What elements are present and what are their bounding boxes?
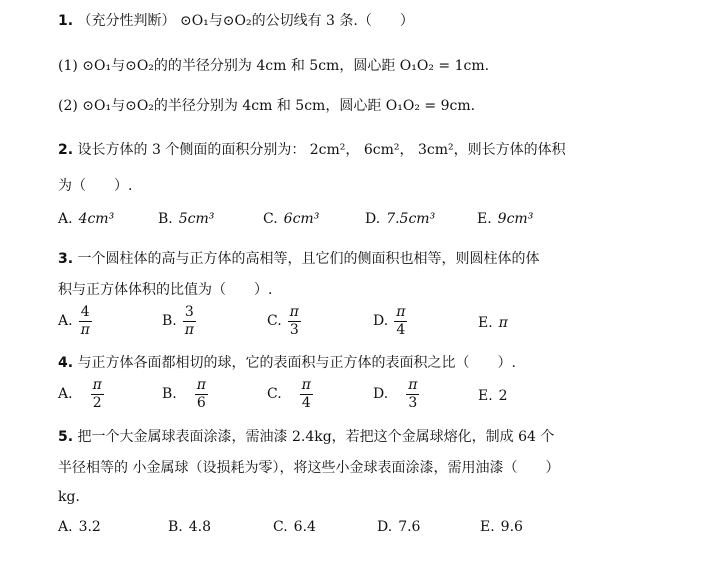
question-number: 4. xyxy=(58,355,74,371)
option-label: A. xyxy=(58,519,73,535)
question-number: 3. xyxy=(58,251,74,267)
question-text: 把一个大金属球表面涂漆，需油漆 2.4kg，若把这个金属球熔化，制成 64 个 xyxy=(77,429,555,445)
question-text-continued: 积与正方体体积的比值为（ ）. xyxy=(58,282,273,298)
question-text: 一个圆柱体的高与正方体的高相等，且它们的侧面积也相等，则圆柱体的体 xyxy=(77,251,540,267)
fraction: $\frac{\pi}{3}$ xyxy=(289,304,299,338)
fraction: $\frac{3}{\pi}$ xyxy=(184,304,194,338)
option-d xyxy=(365,211,435,227)
option-d xyxy=(377,519,420,535)
option-c xyxy=(273,519,316,535)
condition-1: (1) ⊙O₁与⊙O₂的的半径分别为 4cm 和 5cm，圆心距 O₁O₂ = 1cm. xyxy=(58,58,490,74)
question-text: 与正方体各面都相切的球，它的表面积与正方体的表面积之比（ ）. xyxy=(77,355,516,371)
option-label: D. xyxy=(373,386,389,403)
question-number: 1. xyxy=(58,13,74,29)
option-d xyxy=(373,378,419,410)
question-text-continued: kg. xyxy=(58,489,80,505)
option-label: E. xyxy=(478,388,493,404)
option-value: 7.6 xyxy=(398,519,421,535)
option-label: B. xyxy=(158,211,173,227)
option-label: B. xyxy=(162,386,177,403)
option-d xyxy=(373,305,407,337)
option-label: D. xyxy=(377,519,393,535)
question-5 xyxy=(58,426,554,446)
fraction: $\frac{\pi}{3}$ xyxy=(408,377,418,411)
question-number: 2. xyxy=(58,142,74,158)
question-number: 5. xyxy=(58,429,74,445)
fraction: $\frac{\pi}{2}$ xyxy=(92,377,102,411)
option-e xyxy=(477,211,533,227)
option-value: 4.8 xyxy=(188,519,212,535)
option-a xyxy=(58,519,101,535)
option-label: A. xyxy=(58,211,73,227)
option-label: D. xyxy=(365,211,381,227)
option-a xyxy=(58,211,114,227)
option-label: C. xyxy=(267,386,282,403)
question-4 xyxy=(58,352,516,372)
condition-2: (2) ⊙O₁与⊙O₂的半径分别为 4cm 和 5cm，圆心距 O₁O₂ = 9cm. xyxy=(58,98,476,114)
option-value: 5cm³ xyxy=(178,211,215,227)
question-1 xyxy=(58,10,414,30)
option-label: E. xyxy=(477,211,492,227)
option-c xyxy=(267,305,301,337)
question-text-continued: 半径相等的 小金属球（设损耗为零），将这些小金球表面涂漆，需用油漆（ ） xyxy=(58,460,560,476)
option-label: C. xyxy=(267,313,282,330)
option-value: 4cm³ xyxy=(78,211,115,227)
fraction: $\frac{\pi}{4}$ xyxy=(301,377,311,411)
option-c xyxy=(267,378,313,410)
option-label: B. xyxy=(162,313,177,330)
option-label: E. xyxy=(480,519,495,535)
option-b xyxy=(158,211,214,227)
option-a xyxy=(58,305,92,337)
question-2 xyxy=(58,139,566,159)
fraction: $\frac{\pi}{4}$ xyxy=(396,304,406,338)
option-label: B. xyxy=(168,519,183,535)
option-value: 9cm³ xyxy=(497,211,534,227)
option-value: 6.4 xyxy=(293,519,316,535)
question-text: （充分性判断） ⊙O₁与⊙O₂的公切线有 3 条.（ ） xyxy=(77,13,414,29)
option-e xyxy=(478,315,508,331)
option-e xyxy=(478,388,508,404)
option-value: 2 xyxy=(498,388,508,404)
option-b xyxy=(162,305,196,337)
option-label: E. xyxy=(478,315,493,331)
option-value: π xyxy=(498,315,508,331)
option-b xyxy=(162,378,208,410)
option-c xyxy=(263,211,319,227)
fraction: $\frac{4}{\pi}$ xyxy=(80,304,90,338)
option-value: 6cm³ xyxy=(283,211,320,227)
option-a xyxy=(58,378,104,410)
option-label: D. xyxy=(373,313,389,330)
option-value: 7.5cm³ xyxy=(386,211,436,227)
option-b xyxy=(168,519,211,535)
question-text-continued: 为（ ）. xyxy=(58,178,133,194)
option-label: A. xyxy=(58,386,73,403)
fraction: $\frac{\pi}{6}$ xyxy=(196,377,206,411)
option-label: A. xyxy=(58,313,73,330)
option-label: C. xyxy=(263,211,278,227)
question-text: 设长方体的 3 个侧面的面积分别为： 2cm²， 6cm²， 3cm²，则长方体的体积 xyxy=(77,142,566,158)
option-value: 9.6 xyxy=(500,519,523,535)
option-value: 3.2 xyxy=(78,519,101,535)
question-3 xyxy=(58,248,540,268)
option-label: C. xyxy=(273,519,288,535)
option-e xyxy=(480,519,523,535)
